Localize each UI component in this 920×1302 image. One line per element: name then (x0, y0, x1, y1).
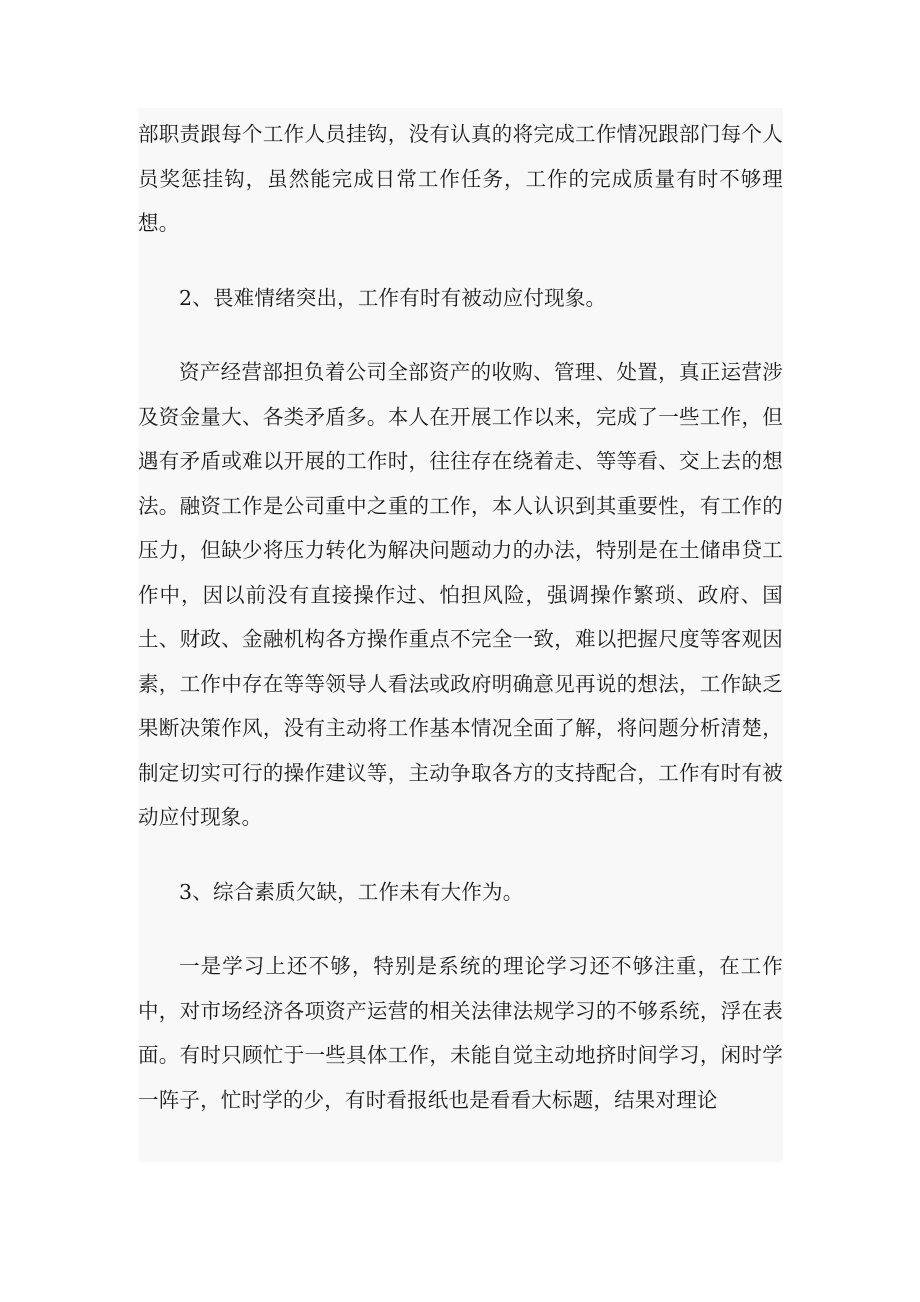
paragraph-continuation: 部职责跟每个工作人员挂钩，没有认真的将完成工作情况跟部门每个人员奖惩挂钩，虽然能完成日常工作任务，工作的完成质量有时不够理想。 (138, 122, 783, 235)
section-heading-2: 2、畏难情绪突出，工作有时有被动应付现象。 (179, 285, 607, 310)
paragraph-gap (138, 840, 783, 870)
section-heading-3: 3、综合素质欠缺，工作未有大作为。 (179, 879, 524, 904)
paragraph-section-2-body: 资产经营部担负着公司全部资产的收购、管理、处置，真正运营涉及资金量大、各类矛盾多。本人在开展工作以来，完成了一些工作，但遇有矛盾或难以开展的工作时，往往存在绕着走、等等看、交上去的想法。融资工作是公司重中之重的工作，本人认识到其重要性，有工作的压力，但缺少将压力转化为解决问题动力的办法，特别是在土储串贷工作中，因以前没有直接操作过、怕担风险，强调操作繁琐、政府、国土、财政、金融机构各方操作重点不完全一致，难以把握尺度等客观因素，工作中存在等等领导人看法或政府明确意见再说的想法，工作缺乏果断决策作风，没有主动将工作基本情况全面了解，将问题分析清楚，制定切实可行的操作建议等，主动争取各方的支持配合，工作有时有被动应付现象。 (138, 360, 783, 829)
paragraph-gap (138, 914, 783, 944)
paragraph-gap (138, 246, 783, 276)
paragraph-gap (138, 320, 783, 350)
document-body (138, 112, 783, 1122)
paragraph-section-3-body: 一是学习上还不够，特别是系统的理论学习还不够注重，在工作中，对市场经济各项资产运营的相关法律法规学习的不够系统，浮在表面。有时只顾忙于一些具体工作，未能自觉主动地挤时间学习，闲时学一阵子，忙时学的少，有时看报纸也是看看大标题，结果对理论 (138, 954, 783, 1112)
